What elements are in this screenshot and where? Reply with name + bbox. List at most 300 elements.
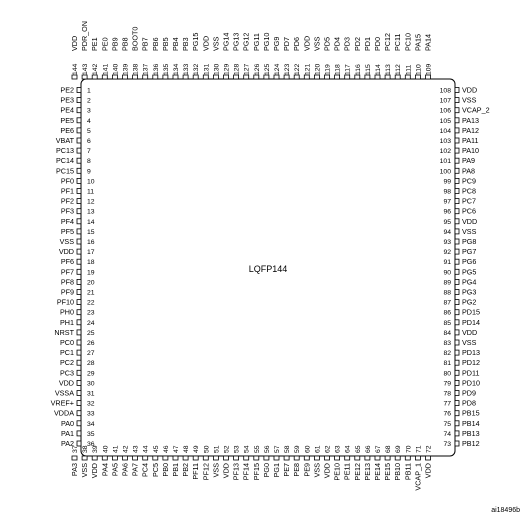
pin-name: PF0 [60,176,74,186]
pin-name: PF12 [201,463,211,481]
pin-pad [455,249,459,254]
pin-name: PF1 [60,186,74,196]
pin-name: PA3 [70,463,79,477]
pin-pad [77,249,81,254]
pin-name: PA8 [462,166,476,176]
pin-number: 32 [87,400,95,408]
pin-number: 98 [443,188,451,196]
pin-name: PG15 [191,32,201,51]
pin-pad [112,456,117,460]
pin-number: 72 [425,445,433,453]
pin-name: PD5 [322,37,332,51]
pin-number: 96 [443,208,451,216]
pin-name: PC4 [140,463,150,477]
pin-number: 93 [443,239,451,246]
pin-number: 63 [334,445,342,453]
pin-pad [455,88,459,93]
pin-pad [375,456,380,460]
pin-number: 14 [87,218,95,226]
pin-name: PE8 [292,463,302,477]
pin-name: PB9 [110,37,120,51]
pin-pad [455,401,459,406]
pin-name: PE11 [342,463,352,481]
pin-number: 130 [213,63,221,75]
pin-name: PE0 [100,37,110,51]
pin-name: PC3 [60,368,74,378]
pin-name: PB4 [171,37,180,51]
pin-name: PG9 [272,36,281,51]
pin-name: PA1 [60,428,74,438]
pin-pad [455,178,459,183]
pin-name: PB11 [403,463,413,481]
pin-name: VDD [70,35,79,51]
pin-number: 51 [213,445,221,453]
pin-pad [455,199,459,204]
pin-pad [455,138,459,143]
pin-pad [314,456,319,460]
pin-name: VCAP_1 [413,463,423,491]
pin-number: 95 [443,218,451,226]
pin-number: 18 [87,259,95,267]
pin-pad [77,411,81,416]
pin-name: VDD [58,247,74,257]
pin-name: PF14 [241,463,251,481]
pin-name: BOOT0 [130,26,140,51]
pin-number: 52 [223,445,231,453]
pin-number: 88 [443,289,451,297]
pin-pad [455,370,459,375]
pin-name: VDD [58,378,74,388]
pin-pad [455,360,459,365]
pin-pad [385,456,390,460]
pin-pad [455,189,459,194]
pin-number: 102 [439,148,451,156]
pin-name: PG5 [462,267,477,277]
pin-number: 112 [395,64,403,75]
pin-name: PF5 [60,226,74,236]
pin-name: PA4 [100,463,110,477]
pin-number: 101 [439,158,451,166]
pin-pad [77,370,81,375]
pin-number: 8 [87,158,91,166]
pin-name: PDR_ON [80,21,90,51]
pin-name: PA11 [462,136,479,145]
pin-name: PA9 [462,156,476,166]
pin-pad [455,118,459,123]
pin-number: 126 [253,63,261,75]
pin-pad [133,456,138,460]
pin-number: 81 [443,360,451,368]
pin-number: 35 [87,430,95,438]
pin-name: PC6 [462,206,476,216]
pin-name: PA5 [110,463,120,477]
pin-pad [77,330,81,335]
pin-number: 29 [87,370,95,378]
pin-number: 139 [122,63,130,75]
pin-number: 24 [87,319,95,327]
pin-number: 46 [162,445,170,453]
pin-number: 89 [443,279,451,287]
pin-name: PC0 [60,338,74,347]
pin-name: PA7 [130,463,140,477]
pin-number: 80 [443,370,451,378]
pin-pad [455,431,459,436]
pin-name: PE13 [362,463,372,481]
pin-number: 15 [87,228,95,236]
pin-name: PD0 [373,37,382,51]
pin-number: 118 [334,64,342,75]
pin-name: PG10 [261,32,271,51]
pins-top-side [70,21,433,79]
pin-pad [244,456,249,460]
pin-pad [77,300,81,305]
pin-pad [455,279,459,284]
pin-number: 28 [87,360,95,368]
pin-pad [455,239,459,244]
pin-name: PE1 [90,37,100,51]
pin-pad [77,98,81,103]
pin-pad [72,456,77,460]
pin-number: 74 [443,430,451,438]
pin-number: 121 [304,63,312,75]
pin-number: 85 [443,319,451,327]
pin-number: 45 [152,445,160,453]
pin-number: 10 [87,178,95,186]
pin-number: 131 [203,63,211,75]
pin-name: VCAP_2 [462,105,490,115]
pin-number: 41 [112,445,120,453]
pin-pad [455,148,459,153]
pin-name: VBAT [55,136,74,145]
pin-number: 60 [304,445,312,453]
pin-name: PC1 [60,348,74,358]
pin-number: 62 [324,445,332,453]
pin-pad [77,380,81,385]
pin-number: 73 [443,441,451,448]
pin-pad [77,239,81,244]
pin-name: VREF+ [50,398,74,408]
pin-pad [123,456,128,460]
pin-number: 71 [415,445,423,453]
pin-number: 1 [87,87,91,95]
pin-number: 127 [243,63,251,75]
pin-number: 125 [263,63,271,75]
pin-pad [294,456,299,460]
pin-name: PB3 [181,37,191,51]
pin-pad [455,128,459,133]
pin-pad [77,421,81,426]
pin-number: 21 [87,289,95,297]
pins-left-side [51,86,95,449]
pin-name: PB10 [393,463,403,481]
pin-name: VDD [423,463,433,479]
pin-number: 137 [142,63,150,75]
pin-pad [77,178,81,183]
pin-name: PG0 [261,463,271,478]
pin-pad [264,456,269,460]
pin-number: 111 [405,64,413,75]
pin-number: 36 [87,441,95,448]
pin-name: PE2 [60,85,74,95]
pin-pad [77,360,81,365]
pin-pad [455,320,459,325]
pin-number: 97 [443,198,451,206]
pin-name: PD13 [462,348,480,358]
pin-pad [455,98,459,103]
pin-number: 94 [443,228,451,236]
pin-pad [77,229,81,234]
pin-pad [345,456,350,460]
pin-pad [77,199,81,204]
pin-name: PF15 [251,463,261,481]
pin-name: PC13 [56,146,74,156]
pin-number: 69 [395,445,403,453]
pin-number: 75 [443,420,451,428]
pin-name: PF10 [56,297,74,307]
pin-number: 11 [87,188,95,196]
pin-number: 23 [87,309,95,317]
pin-name: PD6 [292,37,302,51]
pin-name: PB0 [160,463,170,477]
pin-name: PG3 [462,287,477,297]
pin-number: 140 [112,63,120,75]
pin-pad [304,456,309,460]
pin-number: 13 [87,208,95,216]
pin-pad [284,456,289,460]
pin-number: 6 [87,138,91,145]
pin-name: PA12 [462,125,480,135]
pin-pad [77,148,81,153]
pin-number: 103 [439,138,451,145]
pin-name: PG12 [241,32,251,51]
pin-number: 55 [253,445,261,453]
pin-pad [193,456,198,460]
pin-number: 31 [87,390,95,398]
pin-name: VDD [462,216,478,226]
pin-number: 142 [92,63,100,75]
pin-name: PD10 [462,378,480,388]
pin-name: PF13 [231,463,241,481]
pin-number: 65 [354,445,362,453]
pin-name: VDD [322,463,332,479]
pin-pad [77,118,81,123]
pin-number: 12 [87,198,95,206]
pin-pad [455,310,459,315]
pin-pad [455,340,459,345]
pin-pad [224,456,229,460]
pin-name: PD9 [462,388,476,398]
pin-number: 132 [193,63,201,75]
pin-number: 114 [375,64,382,75]
pin-number: 38 [82,445,90,453]
pin-name: VDD [462,85,478,95]
pin-name: PC12 [383,33,393,51]
pin-name: VDDA [54,408,74,418]
pin-name: VSS [59,237,74,246]
pin-pad [365,456,370,460]
pin-number: 37 [72,445,79,453]
pin-number: 113 [385,64,393,75]
pin-name: PF7 [60,267,74,277]
pin-pad [455,158,459,163]
pin-pad [77,441,81,446]
pin-name: PB15 [462,408,480,418]
pin-pad [77,108,81,113]
pin-number: 99 [443,178,451,186]
pin-name: PG2 [462,297,477,307]
pin-name: PB6 [150,37,160,51]
pin-number: 27 [87,350,95,358]
pin-number: 134 [173,63,180,75]
pin-pad [163,456,168,460]
pin-pad [203,456,208,460]
pin-pad [92,456,97,460]
pin-name: PA10 [462,146,480,156]
pin-name: PD4 [332,37,342,51]
pin-name: PB13 [462,428,480,438]
pin-name: PB14 [462,418,480,428]
pin-name: PG4 [462,277,477,287]
pin-pad [77,259,81,264]
pin-name: PG6 [462,257,477,267]
pin-name: VSS [462,95,477,105]
pin-number: 56 [263,445,271,453]
pin-name: VDD [201,35,211,51]
pin-name: VSS [211,463,221,478]
pin-number: 79 [443,380,451,388]
pin-number: 30 [87,380,95,388]
pin-number: 26 [87,340,95,347]
pin-name: PC2 [60,358,74,368]
pins-right-side [440,86,490,449]
pin-name: PG8 [462,237,477,246]
pin-pad [254,456,259,460]
pin-pad [234,456,239,460]
pin-name: PD12 [462,358,480,368]
pin-number: 100 [439,168,451,176]
pin-name: PD8 [462,398,476,408]
pin-name: PE10 [332,463,342,481]
pin-name: PD7 [282,37,292,51]
pin-number: 136 [152,63,160,75]
pin-name: PE14 [373,463,382,481]
pin-pad [325,456,330,460]
pin-number: 2 [87,97,91,105]
pin-number: 109 [425,63,433,75]
pin-number: 117 [344,64,352,75]
pin-number: 82 [443,350,451,358]
pin-number: 9 [87,168,91,176]
pin-name: PF4 [60,216,74,226]
pin-number: 119 [324,64,332,75]
pin-name: PG14 [221,32,231,51]
pin-number: 66 [364,445,372,453]
pin-name: PB7 [140,37,150,51]
pin-name: VSSA [54,388,74,398]
pin-number: 19 [87,269,95,277]
pin-number: 128 [233,63,241,75]
pin-pad [82,456,87,460]
pin-number: 116 [354,64,362,75]
pin-name: PG13 [231,32,241,51]
pin-name: PF6 [60,257,74,267]
package-title: LQFP144 [248,264,288,274]
pin-pad [455,411,459,416]
pin-number: 78 [443,390,451,398]
pin-name: PB1 [171,463,180,477]
pin-pad [77,168,81,173]
pin-name: PE5 [60,115,74,125]
pin-number: 48 [183,445,191,453]
pin-number: 44 [142,445,150,453]
pin-number: 77 [443,400,451,408]
pin-number: 86 [443,309,451,317]
pin-pad [455,350,459,355]
pin-pad [153,456,158,460]
pin-name: PB2 [181,463,191,477]
pin-name: PA15 [413,33,423,51]
pin-pad [455,330,459,335]
pin-name: VDD [302,35,312,51]
pin-pad [77,269,81,274]
pin-number: 20 [87,279,95,287]
pin-name: VDD [462,327,478,337]
pin-name: PE7 [282,463,292,477]
pin-name: PA2 [60,439,74,448]
pin-number: 120 [314,63,322,75]
pin-name: PE4 [60,105,74,115]
pin-number: 4 [87,117,91,125]
pin-pad [395,456,400,460]
pin-name: PD2 [352,37,362,51]
pin-number: 105 [439,117,451,125]
pin-pad [77,279,81,284]
pin-number: 42 [122,445,130,453]
pin-number: 110 [415,64,423,75]
pin-number: 34 [87,420,95,428]
pin-name: PC10 [403,33,413,51]
pin-name: PF8 [60,277,74,287]
pin-pad [355,456,360,460]
pin-number: 124 [274,63,281,75]
pin-name: PE15 [383,463,393,481]
pin-number: 115 [364,64,372,75]
pin-pad [77,340,81,345]
pins-bottom-side [70,445,433,490]
pin-number: 39 [92,445,100,453]
pin-pad [455,391,459,396]
pin-name: PB5 [160,37,170,51]
pin-name: VSS [462,338,477,347]
pin-pad [455,421,459,426]
pin-number: 76 [443,410,451,418]
pin-number: 70 [405,445,413,453]
pin-pad [77,88,81,93]
pin-name: PB8 [120,37,130,51]
pin-number: 43 [132,445,140,453]
pin-pad [274,456,279,460]
pin-name: PC9 [462,176,476,186]
pin-name: VDD [221,463,231,479]
pin-number: 7 [87,148,91,156]
pin-pad [77,209,81,214]
pin-pad [455,300,459,305]
pin-pad [405,456,410,460]
pin-name: NRST [54,327,74,337]
pin-name: PH1 [60,317,74,327]
pin-name: PG11 [251,33,261,51]
pin-number: 84 [443,329,451,337]
